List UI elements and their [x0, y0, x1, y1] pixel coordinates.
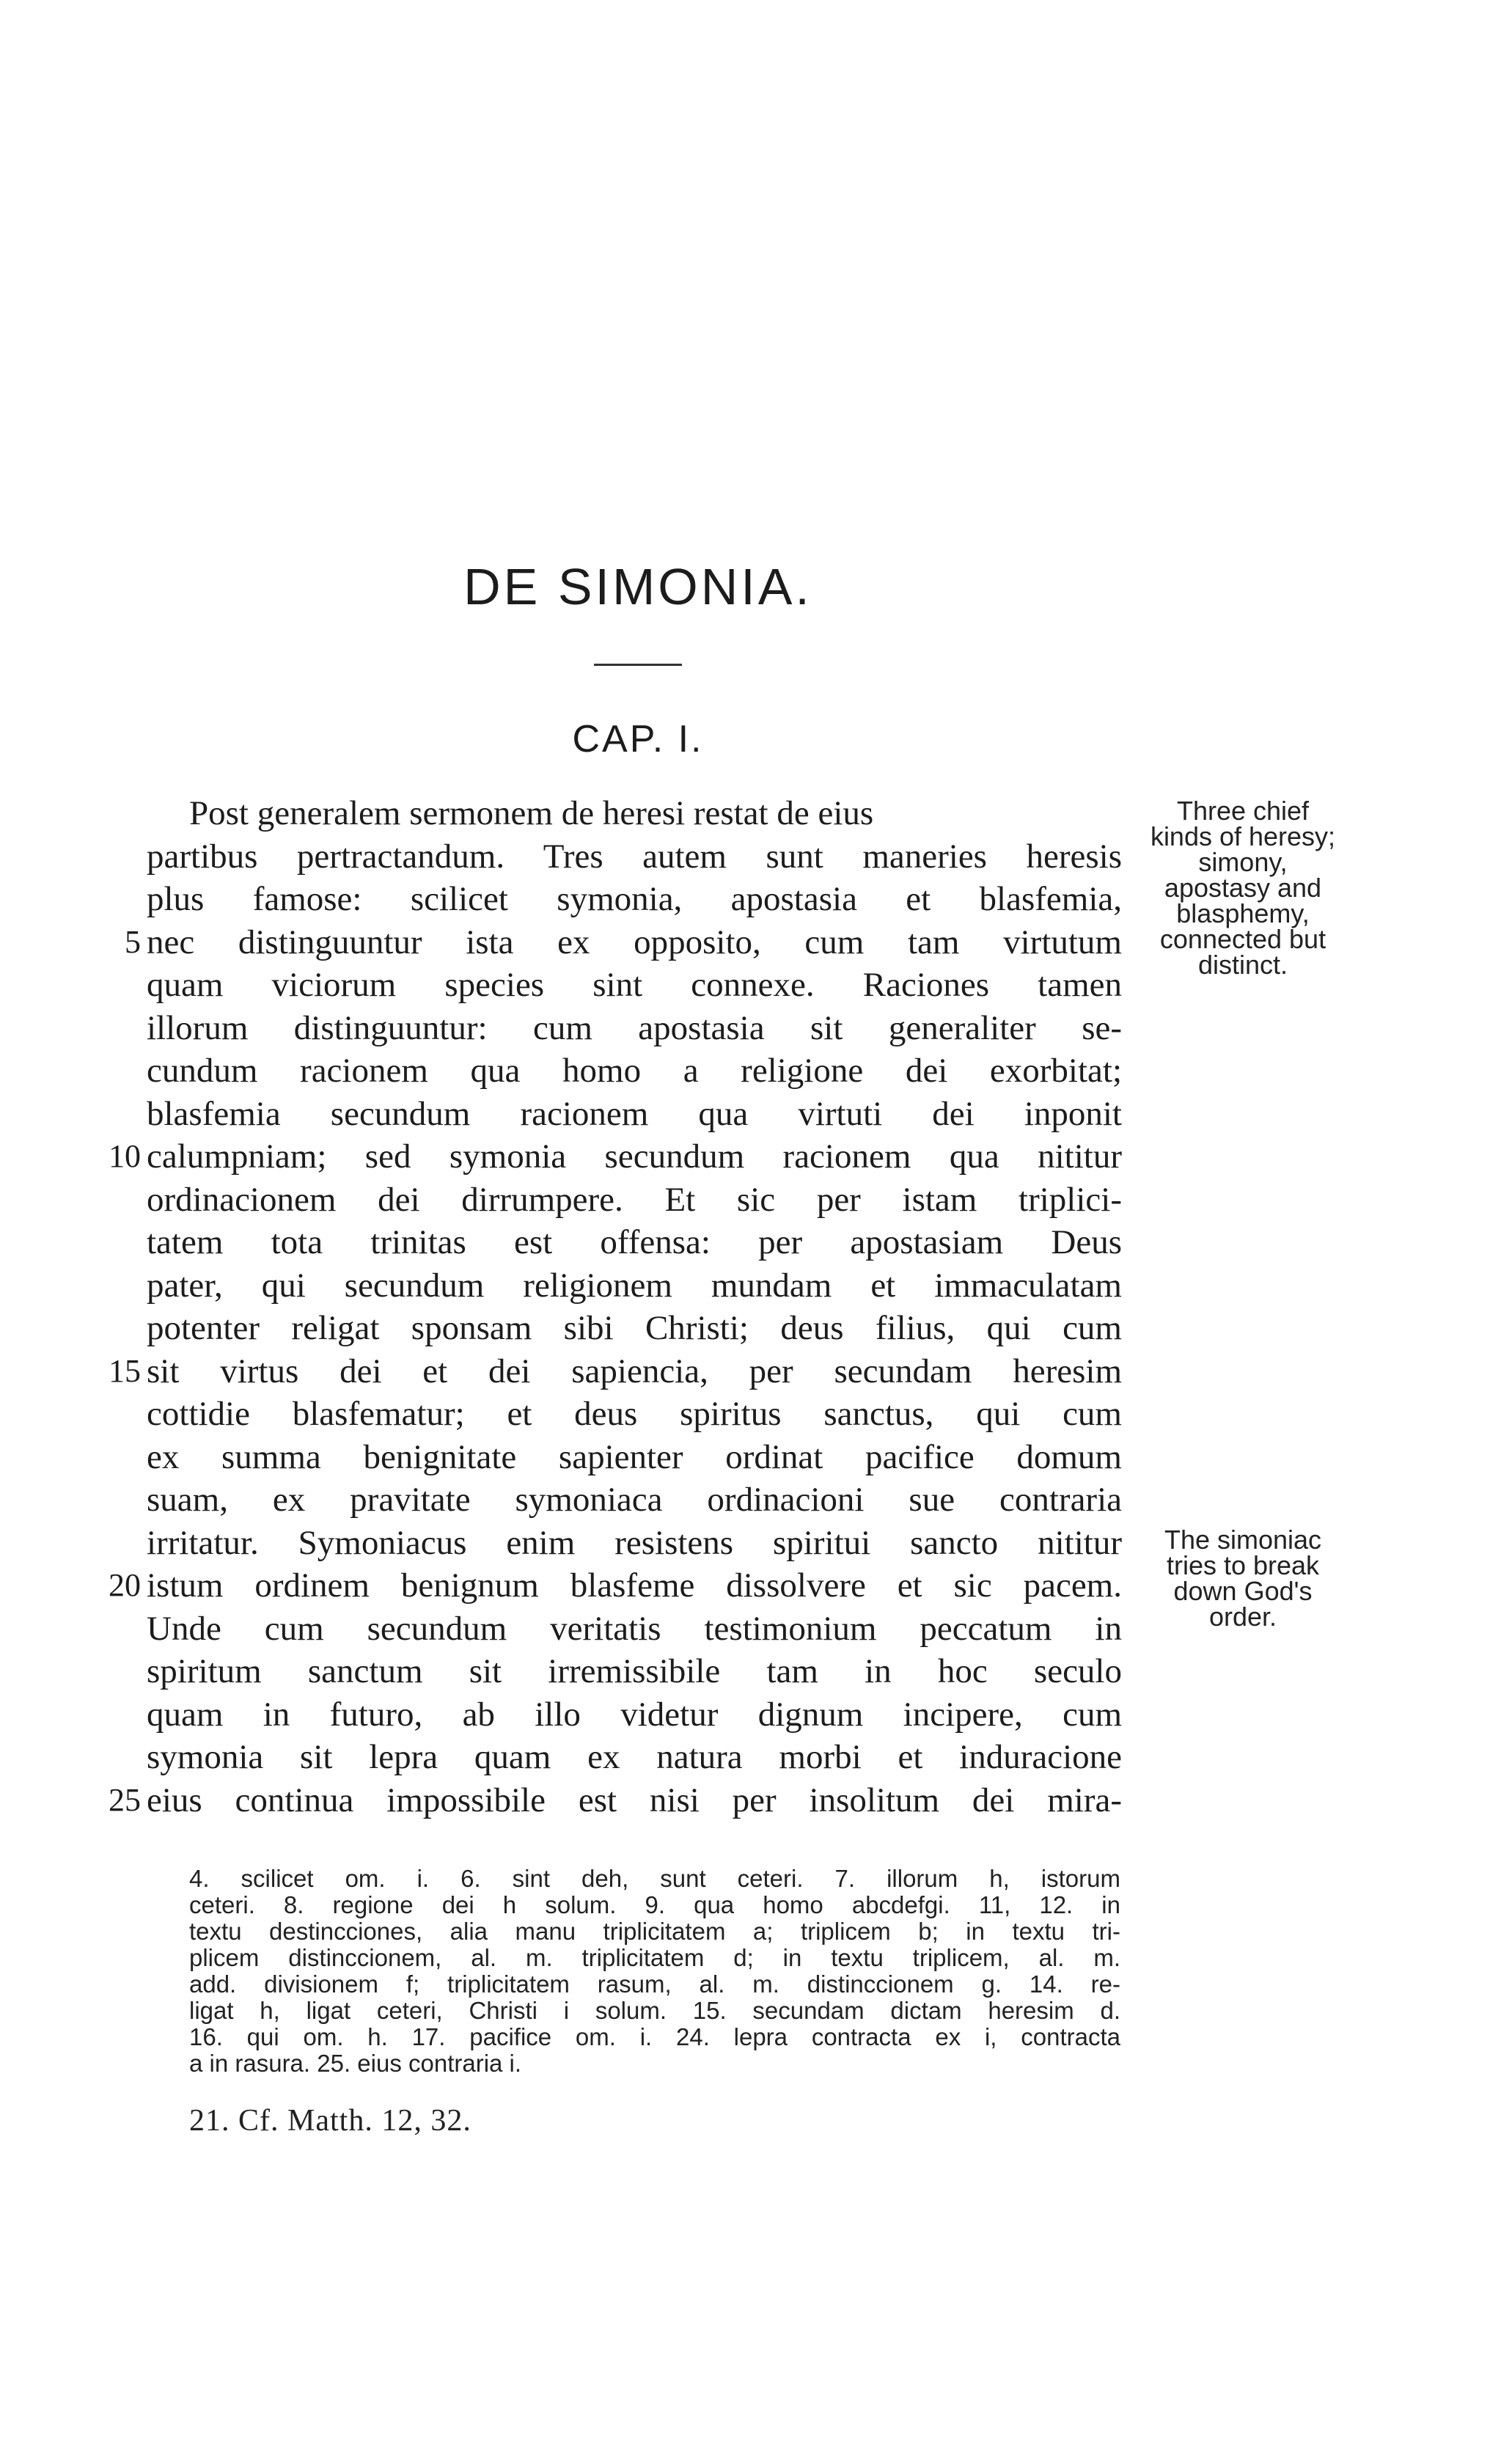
footnote-line: a in rasura. 25. eius contraria i.	[189, 2050, 522, 2077]
body-line: quam viciorum species sint connexe. Raciones tamen	[147, 966, 1122, 1004]
page-title: DE SIMONIA.	[463, 558, 812, 615]
margin-note-line: kinds of heresy;	[1150, 821, 1336, 851]
margin-note-line: The simoniac	[1164, 1525, 1322, 1555]
footnote-line: plicem distinccionem, al. m. triplicitatem d; in textu triplicem, al. m.	[189, 1944, 1120, 1971]
margin-note-simoniac	[1133, 1525, 1353, 1632]
margin-note-line: distinct.	[1197, 950, 1288, 980]
margin-note-line: order.	[1208, 1602, 1277, 1632]
body-line: quam in futuro, ab illo videtur dignum incipere, cum	[147, 1695, 1122, 1734]
margin-note-line: blasphemy,	[1176, 898, 1310, 928]
body-line: pater, qui secundum religionem mundam et immaculatam	[147, 1266, 1122, 1305]
footnote-line: 4. scilicet om. i. 6. sint deh, sunt ceteri. 7. illorum h, istorum	[189, 1865, 1120, 1892]
margin-note-line: connected but	[1159, 924, 1326, 954]
line-number: 25	[109, 1782, 141, 1818]
body-line: Unde cum secundum veritatis testimonium peccatum in	[147, 1610, 1122, 1648]
body-line: partibus pertractandum. Tres autem sunt maneries heresis	[147, 837, 1122, 876]
footnotes	[189, 1866, 1120, 2077]
line-number: 10	[109, 1138, 141, 1174]
body-line: sit virtus dei et dei sapiencia, per secundam heresim	[147, 1352, 1122, 1390]
body-line: cottidie blasfematur; et deus spiritus sanctus, qui cum	[147, 1395, 1122, 1433]
footnote-line: ceteri. 8. regione dei h solum. 9. qua homo abcdefgi. 11, 12. in	[189, 1891, 1120, 1918]
body-line: plus famose: scilicet symonia, apostasia et blasfemia,	[147, 880, 1122, 918]
body-line: istum ordinem benignum blasfeme dissolvere et sic pacem.	[147, 1566, 1122, 1605]
body-line: illorum distinguuntur: cum apostasia sit generaliter se-	[147, 1009, 1122, 1047]
body-line: blasfemia secundum racionem qua virtuti dei inponit	[147, 1095, 1122, 1133]
body-line: nec distinguuntur ista ex opposito, cum tam virtutum	[147, 923, 1122, 961]
body-line: spiritum sanctum sit irremissibile tam in hoc seculo	[147, 1652, 1122, 1690]
body-line: cundum racionem qua homo a religione dei exorbitat;	[147, 1052, 1122, 1090]
footnote-line: 16. qui om. h. 17. pacifice om. i. 24. lepra contracta ex i, contracta	[189, 2023, 1120, 2050]
body-line: calumpniam; sed symonia secundum racionem qua nititur	[147, 1137, 1122, 1176]
body-line: ordinacionem dei dirrumpere. Et sic per istam triplici-	[147, 1181, 1122, 1219]
margin-note-line: Three chief	[1176, 796, 1310, 826]
line-number: 20	[109, 1567, 141, 1603]
body-line: eius continua impossibile est nisi per insolitum dei mira-	[147, 1781, 1122, 1819]
body-line: suam, ex pravitate symoniaca ordinacioni sue contraria	[147, 1481, 1122, 1519]
body-line: tatem tota trinitas est offensa: per apostasiam Deus	[147, 1223, 1122, 1261]
footnote-line: textu destincciones, alia manu triplicitatem a; triplicem b; in textu tri-	[189, 1918, 1120, 1945]
margin-note-line: down God's	[1173, 1576, 1313, 1606]
margin-note-line: tries to break	[1166, 1550, 1320, 1580]
body-line: irritatur. Symoniacus enim resistens spiritui sancto nititur	[147, 1524, 1122, 1562]
body-line: Post generalem sermonem de heresi restat de eius	[189, 794, 874, 832]
scripture-reference: 21. Cf. Matth. 12, 32.	[189, 2104, 471, 2138]
margin-note-line: apostasy and	[1164, 873, 1322, 903]
body-line: ex summa benignitate sapienter ordinat pacifice domum	[147, 1438, 1122, 1476]
line-number: 15	[109, 1353, 141, 1389]
footnote-line: add. divisionem f; triplicitatem rasum, al. m. distinccionem g. 14. re-	[189, 1970, 1120, 1998]
margin-note-line: simony,	[1198, 847, 1288, 877]
body-line: symonia sit lepra quam ex natura morbi et induracione	[147, 1738, 1122, 1776]
footnote-line: ligat h, ligat ceteri, Christi i solum. 15. secundam dictam heresim d.	[189, 1997, 1120, 2024]
body-line: potenter religat sponsam sibi Christi; deus filius, qui cum	[147, 1309, 1122, 1347]
margin-note-heresy	[1133, 798, 1353, 978]
chapter-heading: CAP. I.	[572, 718, 704, 760]
title-rule	[594, 664, 682, 666]
line-number: 5	[125, 924, 141, 960]
